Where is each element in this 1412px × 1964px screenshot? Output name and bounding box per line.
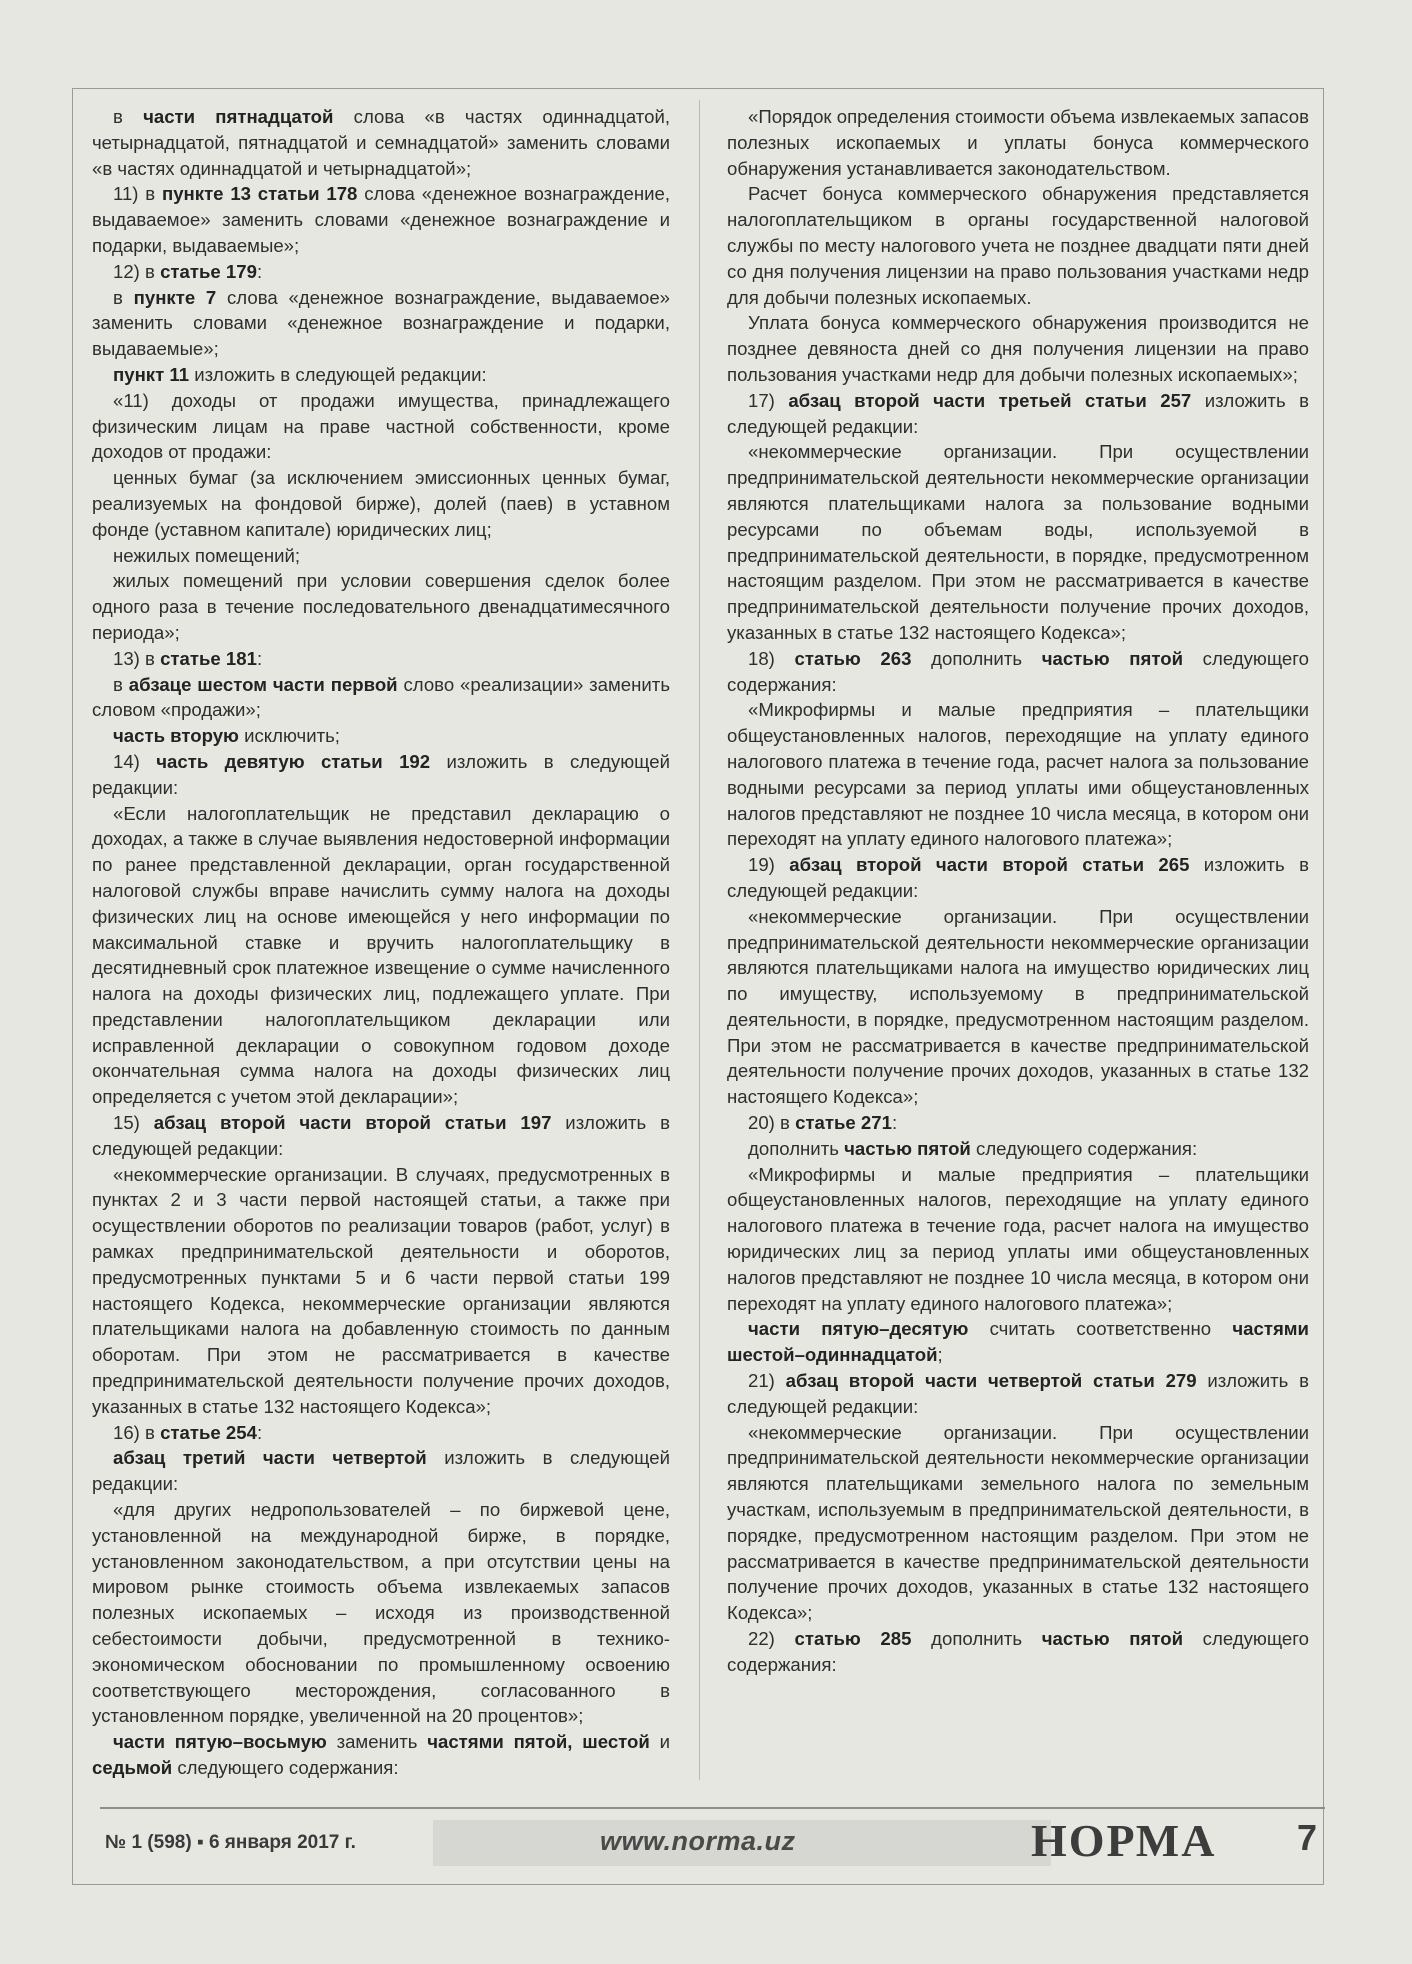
paragraph: в части пятнадцатой слова «в частях одиннадцатой, четырнадцатой, пятнадцатой и семнадцатой» заменить словами «в частях одиннадцатой и четырнадцатой»; bbox=[92, 106, 670, 179]
right-column bbox=[727, 104, 1309, 1678]
footer-rule bbox=[100, 1807, 1325, 1809]
left-column bbox=[92, 104, 670, 1781]
paragraph: 22) статью 285 дополнить частью пятой следующего содержания: bbox=[727, 1628, 1309, 1675]
paragraph: «Если налогоплательщик не представил декларацию о доходах, а также в случае выявления недостоверной информации по ранее представленной декларации, орган государственной налоговой службы вправе начислить сумму налога на доходы физических лиц на основе имеющейся у него информации по максимальной ставке и вручить налогоплательщику в десятидневный срок платежное извещение о сумме начисленного налога на доходы физических лиц, подлежащего уплате. При представлении налогоплательщиком декларации или исправленной декларации о совокупном годовом доходе окончательная сумма налога на доходы физических лиц определяется с учетом этой декларации»; bbox=[92, 802, 670, 1108]
paragraph: 15) абзац второй части второй статьи 197 изложить в следующей редакции: bbox=[92, 1112, 670, 1159]
paragraph: 11) в пункте 13 статьи 178 слова «денежное вознаграждение, выдаваемое» заменить словами «денежное вознаграждение и подарки, выдаваемые»; bbox=[92, 183, 671, 256]
paragraph: дополнить частью пятой следующего содержания: bbox=[748, 1137, 1198, 1159]
paragraph: 17) абзац второй части третьей статьи 257 изложить в следующей редакции: bbox=[727, 389, 1309, 437]
paragraph: «Микрофирмы и малые предприятия – плательщики общеустановленных налогов, переходящие на уплату единого налогового платежа в течение года, расчет налога за пользование водными ресурсами за период уплаты ими общеустановленных налогов представляют не позднее 10 числа месяца, в котором они переходят на уплату единого налогового платежа»; bbox=[727, 699, 1309, 850]
paragraph: 16) в статье 254: bbox=[113, 1421, 263, 1443]
paragraph: 18) статью 263 дополнить частью пятой следующего содержания: bbox=[727, 647, 1309, 695]
paragraph: 19) абзац второй части второй статьи 265 изложить в следующей редакции: bbox=[727, 854, 1309, 901]
paragraph: ценных бумаг (за исключением эмиссионных ценных бумаг, реализуемых на фондовой бирже), долей (паев) в уставном фонде (уставном капитале) юридических лиц; bbox=[92, 467, 670, 540]
paragraph: «некоммерческие организации. При осуществлении предпринимательской деятельности некоммерческие организации являются плательщиками налога на имущество юридических лиц по имуществу, используемому в предпринимательской деятельности, в порядке, предусмотренном настоящим разделом. При этом не рассматривается в качестве предпринимательской деятельности получение прочих доходов, указанных в статье 132 настоящего Кодекса»; bbox=[727, 905, 1309, 1108]
paragraph: часть вторую исключить; bbox=[113, 725, 340, 747]
masthead-logo: НОРМА bbox=[1031, 1815, 1217, 1866]
paragraph: 14) часть девятую статьи 192 изложить в следующей редакции: bbox=[92, 750, 670, 798]
paragraph: «Порядок определения стоимости объема извлекаемых запасов полезных ископаемых и уплаты бонуса коммерческого обнаружения устанавливается законодательством. bbox=[727, 106, 1309, 179]
paragraph: нежилых помещений; bbox=[113, 544, 301, 566]
page-number: 7 bbox=[1297, 1817, 1318, 1858]
paragraph: жилых помещений при условии совершения сделок более одного раза в течение последовательного двенадцатимесячного периода»; bbox=[92, 570, 670, 643]
paragraph: 12) в статье 179: bbox=[113, 260, 263, 282]
paragraph: Уплата бонуса коммерческого обнаружения производится не позднее девяноста дней со дня получения лицензии на право пользования участками недр для добычи полезных ископаемых»; bbox=[727, 312, 1309, 385]
website-link: www.norma.uz bbox=[600, 1826, 796, 1856]
paragraph: части пятую–десятую считать соответственно частями шестой–одиннадцатой; bbox=[727, 1318, 1309, 1366]
issue-info: № 1 (598) ▪ 6 января 2017 г. bbox=[105, 1832, 356, 1853]
column-divider bbox=[699, 100, 700, 1780]
paragraph: 20) в статье 271: bbox=[748, 1112, 898, 1134]
paragraph: части пятую–восьмую заменить частями пятой, шестой и седьмой следующего содержания: bbox=[92, 1731, 670, 1778]
paragraph: «Микрофирмы и малые предприятия – плательщики общеустановленных налогов, переходящие на уплату единого налогового платежа в течение года, расчет налога на имущество юридических лиц за период уплаты ими общеустановленных налогов представляют не позднее 10 числа месяца, в котором они переходят на уплату единого налогового платежа»; bbox=[727, 1163, 1309, 1314]
paragraph: пункт 11 изложить в следующей редакции: bbox=[113, 363, 487, 385]
paragraph: «некоммерческие организации. При осуществлении предпринимательской деятельности некоммерческие организации являются плательщиками земельного налога по земельным участкам, используемым в предпринимательской деятельности, в порядке, предусмотренном настоящим разделом. При этом не рассматривается в качестве предпринимательской деятельности получение прочих доходов, указанных в статье 132 настоящего Кодекса»; bbox=[727, 1421, 1309, 1624]
paragraph: Расчет бонуса коммерческого обнаружения представляется налогоплательщиком в органы государственной налоговой службы по месту налогового учета не позднее двадцати пяти дней со дня получения лицензии на право пользования участками недр для добычи полезных ископаемых. bbox=[727, 183, 1309, 308]
paragraph: 21) абзац второй части четвертой статьи 279 изложить в следующей редакции: bbox=[727, 1370, 1309, 1417]
paragraph: абзац третий части четвертой изложить в следующей редакции: bbox=[92, 1447, 670, 1495]
paragraph: «11) доходы от продажи имущества, принадлежащего физическим лицам на праве частной собственности, кроме доходов от продажи: bbox=[92, 389, 670, 463]
paragraph: «некоммерческие организации. В случаях, предусмотренных в пунктах 2 и 3 части первой настоящей статьи, а также при осуществлении оборотов по реализации товаров (работ, услуг) в рамках предпринимательской деятельности и оборотов, предусмотренных пунктами 5 и 6 части первой статьи 199 настоящего Кодекса, некоммерческие организации являются плательщиками налога на добавленную стоимость по данным оборотам. При этом не рассматривается в качестве предпринимательской деятельности получение прочих доходов, указанных в статье 132 настоящего Кодекса»; bbox=[92, 1163, 670, 1417]
paragraph: «некоммерческие организации. При осуществлении предпринимательской деятельности некоммерческие организации являются плательщиками налога за пользование водными ресурсами по объемам воды, используемой в предпринимательской деятельности, в порядке, предусмотренном настоящим разделом. При этом не рассматривается в качестве предпринимательской деятельности получение прочих доходов, указанных в статье 132 настоящего Кодекса»; bbox=[727, 441, 1309, 643]
paragraph: в абзаце шестом части первой слово «реализации» заменить словом «продажи»; bbox=[92, 673, 671, 721]
paragraph: «для других недропользователей – по биржевой цене, установленной на международной бирже, в порядке, установленном законодательством, а при отсутствии цены на мировом рынке стоимость объема извлекаемых запасов полезных ископаемых – исходя из производственной себестоимости добычи, предусмотренной в технико-экономическом обосновании по промышленному освоению соответствующего месторождения, согласованного в установленном порядке, увеличенной на 20 процентов»; bbox=[92, 1499, 670, 1727]
paragraph: в пункте 7 слова «денежное вознаграждение, выдаваемое» заменить словами «денежное вознаграждение и подарки, выдаваемые»; bbox=[92, 286, 671, 360]
paragraph: 13) в статье 181: bbox=[113, 647, 263, 669]
